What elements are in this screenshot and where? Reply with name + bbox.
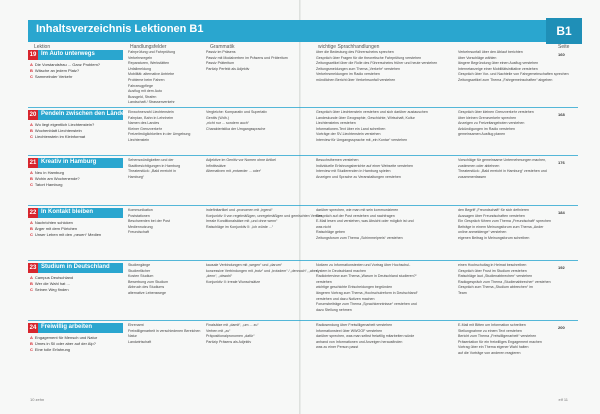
lesson-separator: [28, 107, 578, 108]
column-handlungsfelder: [128, 208, 203, 236]
entry-line: Ratschläge im Konjunktiv II: „ich würde ...“: [206, 224, 274, 229]
entry-line: dazu Stellung nehmen: [316, 307, 352, 312]
entry-line: zustimmen oder ablehnen: [458, 163, 500, 168]
lesson-separator: [28, 205, 578, 206]
lesson-separator: [28, 320, 578, 321]
column-handlungsfelder: [128, 263, 203, 297]
subsection-letter: C: [30, 232, 33, 237]
column-grammatik: [206, 158, 306, 175]
lesson-name: Kreativ in Hamburg: [41, 159, 97, 165]
colhead-handlungsfelder: Handlungsfelder: [130, 44, 167, 50]
lesson-row: [28, 208, 578, 263]
entry-line: E-Mail mit Bitten um Information schreiben: [458, 323, 526, 327]
entry-line: Team: [458, 290, 467, 295]
entry-line: Freizeitmöglichkeiten in der Umgebung: [128, 132, 191, 137]
entry-line: zusammenfassen: [458, 174, 487, 179]
entry-line: Genitiv (Wdh.): [206, 115, 229, 120]
entry-line: Kommunikation: [128, 208, 153, 212]
footer-right: elf 11: [558, 397, 568, 402]
lesson-subsections: [30, 275, 125, 293]
entry-line: Studienfächer: [128, 268, 151, 273]
entry-line: Freundschaft: [128, 230, 149, 235]
entry-line: Anzeigen zu Freizeitangeboten verstehen: [458, 121, 525, 126]
entry-line: Kosten Studium: [128, 274, 154, 279]
entry-line: Ausflug mit dem Auto: [128, 89, 162, 94]
lesson-subsections: [30, 335, 125, 353]
entry-line: Verkehrsregeln: [128, 55, 153, 60]
subsection-letter: B: [30, 128, 33, 133]
entry-line: Landwirtschaft: [128, 339, 152, 344]
entry-line: Verben mit „zu“: [206, 328, 231, 333]
level-badge: B1: [546, 18, 582, 44]
lesson-subsections: [30, 170, 125, 188]
entry-line: Bewerbung zum Studium: [128, 279, 169, 284]
lesson-name: Freiwillig arbeiten: [41, 324, 93, 330]
column-sprachhandlungen: [316, 208, 456, 242]
colhead-lektion: Lektion: [34, 44, 51, 50]
entry-line: Kleiner Grenzverkehr: [128, 126, 162, 131]
entry-line: darüber sprechen, was man selbst freiwillig mitarbeiten würde: [316, 334, 415, 339]
column-sprachhandlungen: [316, 323, 456, 351]
page-number: 176: [558, 160, 565, 165]
entry-line: Individuelle Erfahrungsberichte auf einer Webseite verstehen: [316, 163, 414, 168]
entry-line: Bussgeld, Strafen: [128, 94, 157, 99]
column-handlungsfelder: [128, 50, 203, 106]
entry-line: Gespräch auf der Post verstehen und nachfragen: [316, 213, 395, 218]
entry-line: Ehrenamt: [128, 323, 144, 327]
entry-line: Bericht zum Thema „Freiwilligenarbeit“ verstehen: [458, 334, 537, 339]
entry-line: verstehen: [316, 279, 332, 284]
entry-line: gemeinsamen Ausflug planen: [458, 132, 506, 137]
subsection-title: Seinen Weg finden: [34, 287, 69, 292]
entry-line: Vergleiche: Komparativ und Superlativ: [206, 110, 267, 114]
subsection-letter: C: [30, 182, 33, 187]
entry-line: Mobilität: alternative Antriebe: [128, 72, 175, 77]
entry-line: längeren Vortrag zum Thema „Hochschulreform in Deutschland“: [316, 290, 418, 295]
entry-line: Aussagen über Freundschaften verstehen: [458, 213, 525, 218]
entry-line: Vortrag über ein Thema eigener Wahl halten: [458, 345, 529, 350]
subsection-letter: C: [30, 134, 33, 139]
entry-line: Studiengänge: [128, 263, 151, 267]
lesson-row: [28, 263, 578, 323]
subsection-title: Wohin am Wochenende?: [34, 176, 80, 181]
page-number: 168: [558, 112, 565, 117]
entry-line: Alternativen mit „entweder ... oder“: [206, 169, 262, 174]
page-number: 160: [558, 52, 565, 57]
entry-line: Unfallmeldung: [128, 66, 151, 71]
entry-line: darüber sprechen, wie man mit sein kommunizieren: [316, 208, 399, 212]
lesson-name: Im Auto unterwegs: [41, 51, 95, 57]
entry-line: Mediennutzung: [128, 224, 153, 229]
entry-line: Stellungnahme zu einem Text verstehen: [458, 328, 522, 333]
entry-line: Verkehrsmeldungen im Radio verstehen: [316, 72, 380, 77]
subsection-letter: B: [30, 68, 33, 73]
entry-line: Zeitungsartikel zum Thema „Fahrgemeinschaften“ abgeben: [458, 77, 553, 82]
entry-line: Fahrplan, Bahn in Lehnheim: [128, 115, 174, 120]
lesson-name: In Kontakt bleiben: [41, 209, 94, 215]
column-handlungsfelder: [128, 323, 203, 345]
column-grammatik: [206, 323, 306, 345]
entry-line: Informationen-Text über ein Land schreiben: [316, 126, 386, 131]
lesson-number: 23: [29, 265, 37, 271]
entry-line: Gespräch über Frust im Studium verstehen: [458, 268, 527, 273]
entry-line: Charakteristika der Umgangssprache: [206, 126, 266, 131]
column-grammatik: [206, 263, 319, 285]
entry-line: wichtige geschichte Entscheidungen begründen: [316, 285, 393, 290]
entry-line: Landschaft / Strassenverkehr: [128, 100, 175, 105]
entry-line: Passiv mit Modalverben im Präsens und Präteritum: [206, 55, 288, 60]
entry-line: Landeskunde über Geographie, Geschichte, Wirtschaft, Kultur: [316, 115, 415, 120]
entry-line: auf die Vorträge von anderen reagieren: [458, 350, 521, 355]
entry-line: Interview für Umgangssprache mit „ein Kontar“ verstehen: [316, 137, 408, 142]
subsection-title: Nachrichten schicken: [34, 220, 73, 225]
subsection-letter: A: [30, 122, 33, 127]
entry-line: Finalsätze mit „damit“, „um ... zu“: [206, 323, 259, 327]
entry-line: Freiwilligenarbeit in verschiedenen Bereichen: [128, 328, 201, 333]
column-grammatik: [206, 50, 306, 72]
entry-line: Sehenswürdigkeiten und der: [128, 158, 174, 162]
entry-line: „denn“, „obwohl“: [206, 274, 233, 279]
entry-line: Vorschläge für gemeinsame Unternehmungen machen,: [458, 158, 547, 162]
lesson-row: [28, 158, 578, 208]
entry-line: Liechtenstein: [128, 137, 150, 142]
lesson-subsection: [30, 232, 125, 238]
colhead-grammatik: Grammatik: [210, 44, 235, 50]
entry-line: Theaterstück: „Bald erreicht in: [128, 169, 176, 174]
entry-line: „nicht nur ... sondern auch“: [206, 121, 249, 126]
entry-line: Ein Gespräch führen zum Thema „Freundschaft“ sprechen: [458, 219, 552, 224]
entry-line: Passiv im Präsens: [206, 50, 236, 54]
entry-line: online anmeldenge“ verstehen: [458, 230, 507, 235]
subsection-letter: C: [30, 347, 33, 352]
entry-line: Verkehrsunfall über den Ablauf berichten: [458, 50, 523, 54]
lesson-subsection: [30, 134, 125, 140]
entry-line: Gespräch zum Thema „Studium abbrechen“ im: [458, 285, 533, 290]
entry-line: Präpositionalpronomen „dafür“: [206, 334, 255, 339]
subsection-letter: B: [30, 341, 33, 346]
page-number: 200: [558, 325, 565, 330]
entry-line: Präsentation für ein freiwilliges Engagement machen: [458, 339, 542, 344]
entry-line: längere Begründung über einen Ausflug verstehen: [458, 61, 539, 66]
entry-line: Gespräch über Liechtenstein verstehen und sich darüber austauschen: [316, 110, 428, 114]
entry-line: eigenen Beitrag in Meinungsforum schreiben: [458, 235, 530, 240]
lesson-row: [28, 110, 578, 158]
entry-line: Ratschläge geben: [316, 230, 345, 235]
subsection-title: Wochenblatt Liechtenstein: [34, 128, 82, 133]
entry-line: indefinitartikel und -pronomen mit „irgend“: [206, 208, 273, 212]
entry-line: Reparaturen, Werkstätten: [128, 61, 170, 66]
entry-line: system in Deutschland machen: [316, 268, 366, 273]
lesson-separator: [28, 260, 578, 261]
subsection-title: Sammelnder Verkehr: [34, 74, 73, 79]
subsection-title: Neu in Hamburg: [34, 170, 65, 175]
entry-line: alternative Lebenswege: [128, 290, 166, 295]
entry-line: den Begriff „Freundschaft“ für sich definieren: [458, 208, 530, 212]
lesson-subsections: [30, 62, 125, 80]
subsection-title: Campus Deutschland: [34, 275, 74, 280]
column-sprachhandlungen: [316, 158, 456, 180]
entry-line: über Vorschläge wählen: [458, 55, 497, 60]
page-number: 184: [558, 210, 565, 215]
colhead-sprachhandlungen: wichtige Sprachhandlungen: [318, 44, 380, 50]
entry-line: Passiv Präteritum: [206, 61, 235, 66]
entry-line: Gespräch über Fragen für die theoretische Fahrprüfung verstehen: [316, 55, 422, 60]
subsection-letter: A: [30, 335, 33, 340]
subsection-letter: A: [30, 170, 33, 175]
subsection-title: Wäsche an jedem Platz?: [34, 68, 80, 73]
entry-line: Partizip Präsens als Adjektiv: [206, 339, 252, 344]
entry-line: Zeitungsartikel über die Rolle des Führerscheins früher und heute verstehen: [316, 61, 438, 66]
lesson-subsection: [30, 347, 125, 353]
entry-line: Besuchsthemen verstehen: [316, 158, 359, 162]
subsection-title: Wer die Wahl hat ...: [34, 281, 70, 286]
column-grammatik: [206, 110, 306, 132]
entry-line: Beschwerden bei der Post: [128, 219, 170, 224]
entry-line: Adjektive im Genitiv vor Nomen ohne Artikel: [206, 158, 276, 162]
entry-line: Gespräch über Vor- und Nachteile von Fahrgemeinschaften sprechen: [458, 72, 569, 77]
entry-line: Zeitungsmeldungen zum Thema „Verkehr“ verstehen: [316, 66, 401, 71]
subsection-letter: A: [30, 275, 33, 280]
entry-line: Probleme beim Fahren: [128, 77, 165, 82]
entry-line: kausale Verbindungen mit „wegen“ und „darum“: [206, 263, 282, 267]
subsection-letter: B: [30, 226, 33, 231]
footer-left: 10 zehn: [30, 397, 45, 402]
entry-line: Namen des Landes: [128, 121, 160, 126]
entry-line: was zu einer Person passt: [316, 345, 359, 350]
entry-line: Anzeigen und Sprache zu Veranstaltungen verstehen: [316, 174, 401, 179]
entry-line: Natur: [128, 334, 137, 339]
column-handlungsfelder: [128, 158, 203, 180]
entry-line: Notizen zu Informationstexten und Vortrag über Hochschul-: [316, 263, 411, 267]
entry-line: Fahrprüfung und Fahrprüfung: [128, 50, 176, 54]
entry-line: Beiträge in einem Meinungsforum zum Thema „Ander: [458, 224, 544, 229]
entry-line: Vorträge der SV-Liechtenstein verstehen: [316, 132, 381, 137]
column-grammatik: [206, 208, 323, 230]
subsection-letter: C: [30, 74, 33, 79]
entry-line: Einwohnerzahl Liechtenstein: [128, 110, 174, 114]
lesson-name: Pendeln zwischen den Ländern: [41, 111, 131, 117]
entry-line: Zeitungsforum zum Thema „Schimmelpreis“ verstehen: [316, 235, 403, 240]
subsection-letter: A: [30, 220, 33, 225]
entry-line: Informationstext über WWOOF verstehen: [316, 328, 383, 333]
entry-line: Ratschläge laut „Studienabbrechen“ verstehen: [458, 274, 533, 279]
entry-line: Theaterstück: „Bald erreicht in Hamburg“ verstehen und: [458, 169, 547, 174]
entry-line: Infinitivsätze: [206, 163, 226, 168]
entry-line: Forumsbeiträge zum Thema „Sprachkenntnisse“ verstehen und: [316, 302, 417, 307]
subsection-letter: B: [30, 176, 33, 181]
entry-line: Liechtensteins verstehen: [316, 121, 356, 126]
lesson-number: 20: [29, 112, 37, 118]
colhead-seite: Seite: [558, 44, 570, 50]
entry-line: konzessive Verbindungen mit „trotz“ und „trotzdem“ / „dennoch“, „aber“: [206, 268, 319, 273]
entry-line: Ankündigungen im Radio verstehen: [458, 126, 515, 131]
subsection-title: Liechtenstein im Kleinformat: [34, 134, 86, 139]
entry-line: was nicht: [316, 224, 331, 229]
subsection-letter: B: [30, 281, 33, 286]
column-sprachhandlungen: [316, 110, 456, 144]
entry-line: über kleinen Grenzverkehr sprechen: [458, 115, 517, 120]
entry-line: Hamburg“: [128, 174, 144, 179]
lesson-subsection: [30, 287, 125, 293]
subsection-letter: C: [30, 287, 33, 292]
entry-line: Stadtbesichtigungen in Hamburg: [128, 163, 181, 168]
lesson-subsection: [30, 182, 125, 188]
lesson-number: 24: [29, 325, 37, 331]
lesson-row: [28, 323, 578, 383]
entry-line: Internetanzeige einer Mobilitätsinitiative verstehen: [458, 66, 538, 71]
column-sprachhandlungen: [316, 263, 456, 313]
entry-line: E-Mail lesen und verstehen, was Absicht oder möglich ist und: [316, 219, 414, 224]
subsection-title: Die Vorstandsfrau ... Ganz Problem?: [34, 62, 101, 67]
entry-line: Partizip Perfekt als Adjektiv: [206, 66, 250, 71]
subsection-title: Unser Leben mit den „neuen“ Medien: [34, 232, 102, 237]
lesson-row: [28, 50, 578, 110]
entry-line: Radiosendung über Freiwilligenarbeit verstehen: [316, 323, 393, 327]
lesson-number: 22: [29, 210, 37, 216]
entry-line: anhand von Informationen und Anzeigen herausfinden: [316, 339, 403, 344]
column-sprachhandlungen: [316, 50, 456, 84]
subsection-title: Wo liegt eigentlich Liechtenstein?: [34, 122, 95, 127]
entry-line: mündlichen Bericht über Verkehrsunfall verstehen: [316, 77, 396, 82]
entry-line: Irreale Konditionalsätze mit „und ohne wenn“: [206, 219, 278, 224]
subsection-title: Ümes in Sil oder aber auf der Alp?: [34, 341, 96, 346]
entry-line: Abbruch des Studiums: [128, 285, 165, 290]
entry-line: Interview mit Studierenden in Hamburg spielen: [316, 169, 391, 174]
subsection-title: Tatort Hamburg: [34, 182, 63, 187]
entry-line: Konjunktiv II von regelmäßigen, unregelmäßigen und gemischten Verben: [206, 213, 323, 218]
subsection-title: Engagement für Mensch und Natur: [34, 335, 98, 340]
entry-line: Radiogespräch zum Thema „Studienabbrecher“ verstehen: [458, 279, 551, 284]
subsection-letter: A: [30, 62, 33, 67]
entry-line: Konjunktiv II: irreale Wunschsätze: [206, 279, 261, 284]
column-handlungsfelder: [128, 110, 203, 144]
lesson-subsection: [30, 74, 125, 80]
page-title: Inhaltsverzeichnis Lektionen B1: [36, 23, 204, 35]
lesson-subsections: [30, 122, 125, 140]
entry-line: einen Hochschultag in Heimat beschreiben: [458, 263, 527, 267]
entry-line: Poststationen: [128, 213, 150, 218]
lesson-separator: [28, 155, 578, 156]
entry-line: verstehen und dazu Notizen machen: [316, 296, 375, 301]
page-number: 192: [558, 265, 565, 270]
subsection-title: Eine tolle Erfahrung: [34, 347, 71, 352]
lesson-number: 21: [29, 160, 37, 166]
entry-line: Fahrzeugpflege: [128, 83, 153, 88]
entry-line: Gespräch über kleinen Grenzverkehr verstehen: [458, 110, 534, 114]
lesson-name: Studium in Deutschland: [41, 264, 110, 270]
entry-line: Radiointerview zum Thema „Warum in Deutschland studieren?“: [316, 274, 417, 279]
lesson-subsections: [30, 220, 125, 238]
subsection-title: Ärger mit dem Pörtchen: [34, 226, 78, 231]
lesson-number: 19: [29, 52, 37, 58]
entry-line: über die Bedeutung des Führerscheins sprechen: [316, 50, 394, 54]
